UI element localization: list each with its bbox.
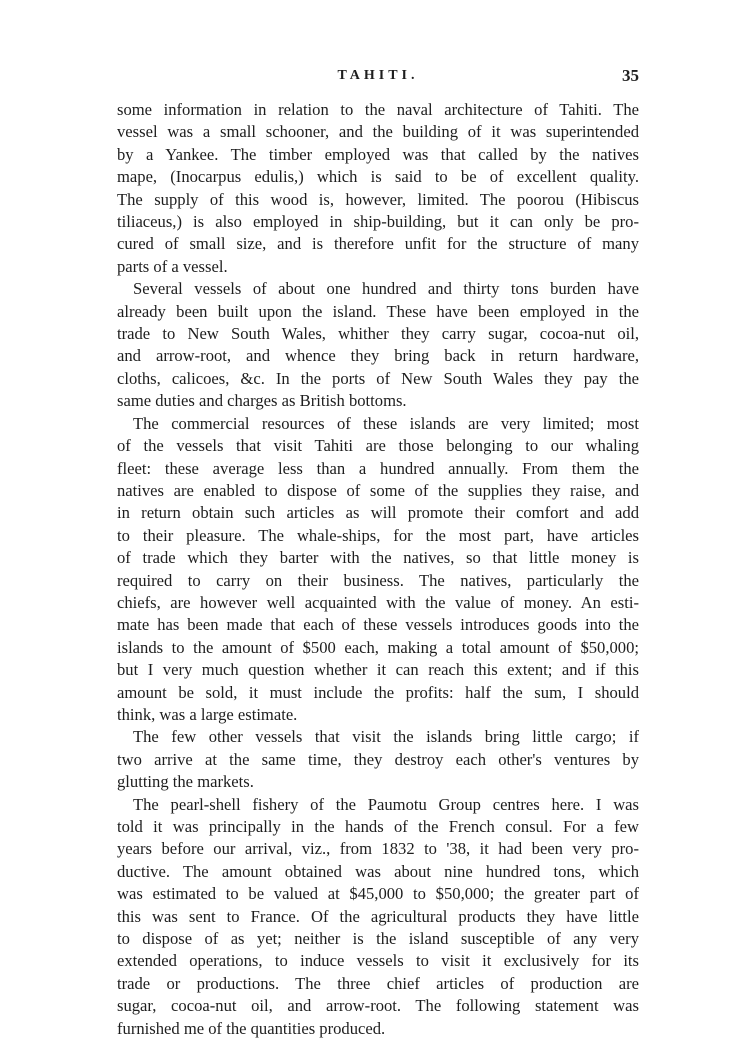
running-head (117, 66, 639, 90)
text-line: already been built upon the island. These have been employed in the (117, 301, 639, 321)
text-line: was estimated to be valued at $45,000 to $50,000; the greater part of (117, 884, 639, 904)
text-line: cured of small size, and is therefore unfit for the structure of many (117, 234, 639, 254)
text-line: glutting the markets. (117, 772, 254, 792)
text-line: and arrow-root, and whence they bring back in return hardware, (117, 346, 639, 366)
text-line: islands to the amount of $500 each, making a total amount of $50,000; (117, 637, 639, 657)
text-line: The commercial resources of these islands are very limited; most (133, 413, 639, 433)
running-title: TAHITI. (337, 68, 419, 83)
text-line: but I very much question whether it can reach this extent; and if this (117, 660, 639, 680)
text-line: trade or productions. The three chief articles of production are (117, 973, 639, 993)
text-line: some information in relation to the naval architecture of Tahiti. The (117, 100, 639, 119)
paragraph (117, 413, 639, 727)
text-line: ductive. The amount obtained was about nine hundred tons, which (117, 861, 639, 881)
text-line: natives are enabled to dispose of some of the supplies they raise, and (117, 480, 639, 500)
text-line: think, was a large estimate. (117, 704, 298, 724)
text-line: in return obtain such articles as will promote their comfort and add (117, 503, 639, 523)
text-line: cloths, calicoes, &c. In the ports of New South Wales they pay the (117, 368, 639, 388)
text-line: parts of a vessel. (117, 256, 228, 276)
text-line: of trade which they barter with the natives, so that little money is (117, 548, 639, 568)
paragraph (117, 278, 639, 412)
text-line: vessel was a small schooner, and the building of it was superintended (117, 122, 639, 142)
text-line: to dispose of as yet; neither is the island susceptible of any very (117, 929, 639, 949)
text-line: tiliaceus,) is also employed in ship-building, but it can only be pro- (117, 212, 639, 232)
text-line: same duties and charges as British bottoms. (117, 391, 407, 411)
page-number: 35 (622, 66, 639, 85)
text-line: chiefs, are however well acquainted with the value of money. An esti- (117, 592, 639, 612)
text-line: two arrive at the same time, they destroy each other's ventures by (117, 749, 639, 769)
text-line: by a Yankee. The timber employed was that called by the natives (117, 144, 639, 164)
paragraph (117, 99, 639, 278)
text-line: amount be sold, it must include the profits: half the sum, I should (117, 682, 639, 702)
text-line: sugar, cocoa-nut oil, and arrow-root. The following statement was (117, 996, 639, 1016)
text-line: fleet: these average less than a hundred annually. From them the (117, 458, 639, 478)
text-line: mate has been made that each of these vessels introduces goods into the (117, 615, 639, 635)
text-line: told it was principally in the hands of the French consul. For a few (117, 817, 639, 836)
text-line: Several vessels of about one hundred and thirty tons burden have (133, 279, 639, 299)
text-line: to their pleasure. The whale-ships, for the most part, have articles (117, 525, 639, 545)
text-line: required to carry on their business. The natives, particularly the (117, 570, 639, 590)
text-line: this was sent to France. Of the agricultural products they have little (117, 906, 639, 926)
paragraph (117, 726, 639, 793)
text-line: mape, (Inocarpus edulis,) which is said to be of excellent quality. (117, 167, 639, 187)
text-line: of the vessels that visit Tahiti are those belonging to our whaling (117, 436, 639, 456)
text-line: furnished me of the quantities produced. (117, 1018, 386, 1038)
paragraph (117, 794, 639, 1040)
text-line: The pearl-shell fishery of the Paumotu Group centres here. I was (133, 794, 639, 814)
text-line: trade to New South Wales, whither they carry sugar, cocoa-nut oil, (117, 324, 639, 344)
text-line: extended operations, to induce vessels to visit it exclusively for its (117, 951, 639, 971)
body-text (117, 99, 639, 1040)
text-line: years before our arrival, viz., from 1832 to '38, it had been very pro- (117, 839, 639, 859)
text-line: The few other vessels that visit the islands bring little cargo; if (133, 727, 639, 747)
text-line: The supply of this wood is, however, limited. The poorou (Hibiscus (117, 189, 639, 209)
